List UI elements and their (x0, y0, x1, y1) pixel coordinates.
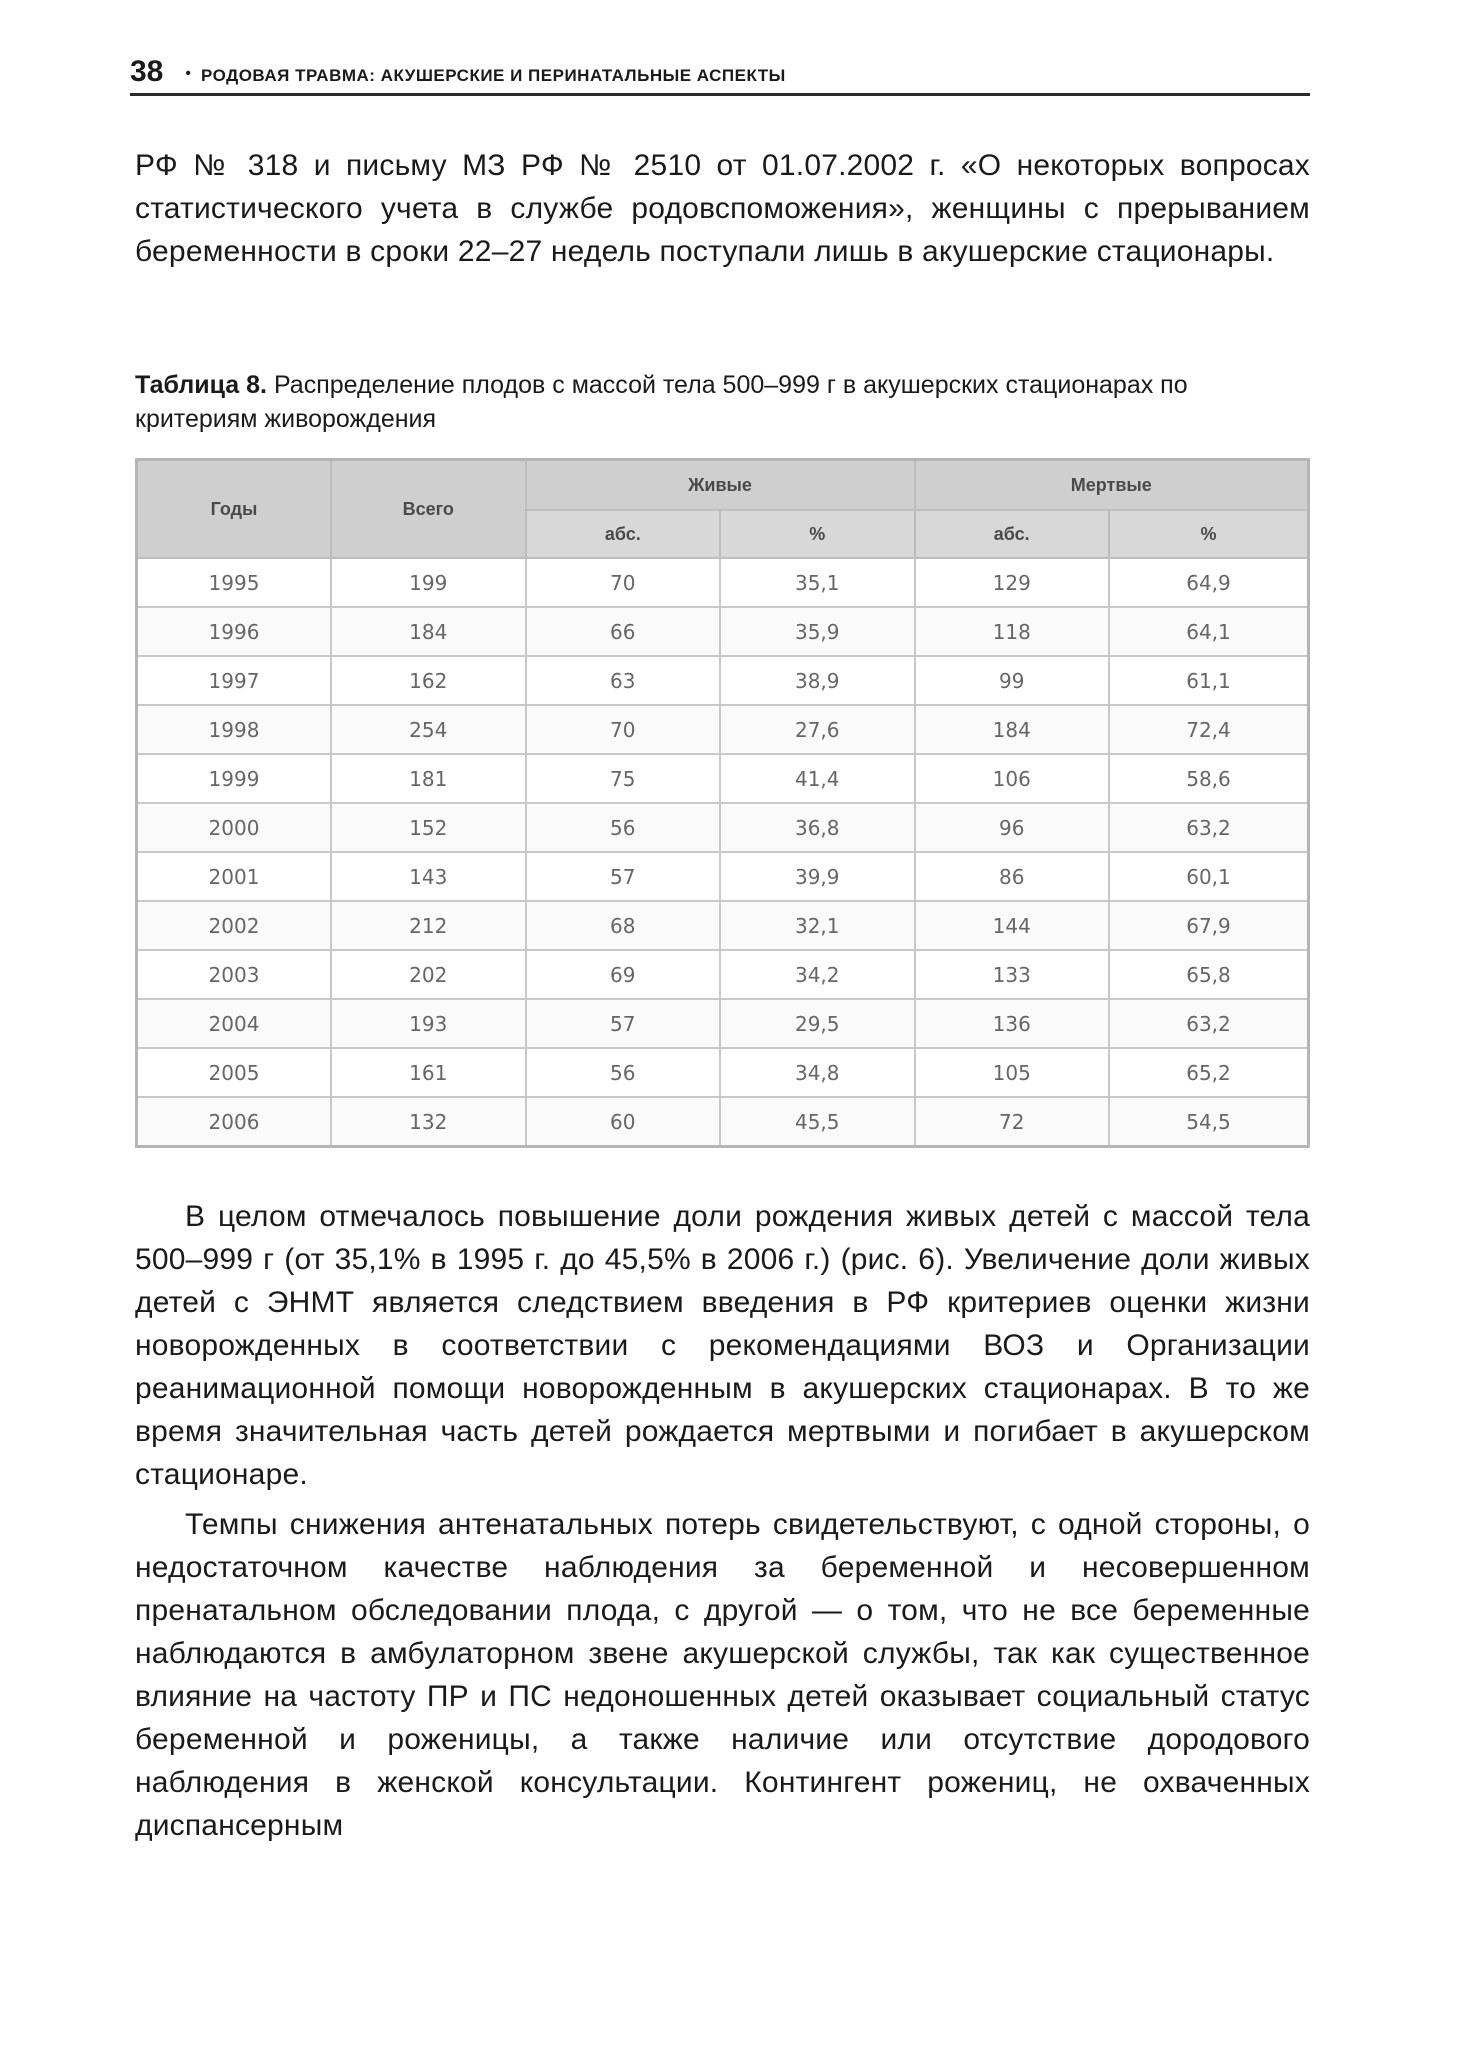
cell-dead-pct: 63,2 (1109, 803, 1309, 852)
cell-dead-pct: 65,2 (1109, 1048, 1309, 1097)
cell-alive-pct: 27,6 (720, 705, 915, 754)
cell-dead-abs: 144 (915, 901, 1109, 950)
cell-dead-abs: 136 (915, 999, 1109, 1048)
bullet-icon: • (185, 65, 191, 82)
cell-alive-pct: 29,5 (720, 999, 915, 1048)
cell-year: 2004 (137, 999, 332, 1048)
cell-total: 199 (331, 558, 526, 607)
cell-alive-abs: 68 (526, 901, 720, 950)
cell-year: 1996 (137, 607, 332, 656)
cell-year: 1997 (137, 656, 332, 705)
cell-alive-abs: 57 (526, 852, 720, 901)
cell-alive-abs: 63 (526, 656, 720, 705)
header-alive-pct: % (720, 510, 915, 558)
cell-alive-pct: 34,8 (720, 1048, 915, 1097)
cell-total: 132 (331, 1097, 526, 1147)
cell-dead-abs: 118 (915, 607, 1109, 656)
table-row (137, 1097, 1309, 1147)
cell-total: 161 (331, 1048, 526, 1097)
cell-alive-abs: 57 (526, 999, 720, 1048)
table-caption-label: Таблица 8. (135, 371, 267, 399)
table-row (137, 607, 1309, 656)
cell-total: 254 (331, 705, 526, 754)
cell-year: 1998 (137, 705, 332, 754)
table-row (137, 999, 1309, 1048)
cell-alive-abs: 75 (526, 754, 720, 803)
cell-total: 143 (331, 852, 526, 901)
table-caption-text: Распределение плодов с массой тела 500–999 г в акушерских стационарах по критериям живорождения (135, 371, 1188, 433)
cell-dead-pct: 65,8 (1109, 950, 1309, 999)
cell-alive-abs: 70 (526, 705, 720, 754)
header-total: Всего (331, 460, 526, 559)
body-paragraph-2: В целом отмечалось повышение доли рождения живых детей с массой тела 500–999 г (от 35,1% в 1995 г. до 45,5% в 2006 г.) (рис. 6). Увеличение доли живых детей с ЭНМТ является следствием введения в РФ критериев оценки жизни новорожденных в соответствии с рекомендациями ВОЗ и Организации реанимационной помощи новорожденным в акушерских стационарах. В то же время значительная часть детей рождается мертвыми и погибает в акушерском стационаре. (135, 1200, 1310, 1491)
cell-year: 2006 (137, 1097, 332, 1147)
cell-total: 181 (331, 754, 526, 803)
cell-dead-pct: 64,1 (1109, 607, 1309, 656)
table-row (137, 558, 1309, 607)
cell-year: 1999 (137, 754, 332, 803)
header-alive: Живые (526, 460, 915, 511)
cell-year: 2001 (137, 852, 332, 901)
cell-dead-abs: 86 (915, 852, 1109, 901)
cell-total: 184 (331, 607, 526, 656)
cell-alive-abs: 70 (526, 558, 720, 607)
cell-alive-abs: 60 (526, 1097, 720, 1147)
table-row (137, 705, 1309, 754)
table-row (137, 901, 1309, 950)
cell-dead-abs: 129 (915, 558, 1109, 607)
cell-alive-abs: 66 (526, 607, 720, 656)
header-year: Годы (137, 460, 332, 559)
cell-dead-abs: 106 (915, 754, 1109, 803)
cell-dead-pct: 63,2 (1109, 999, 1309, 1048)
cell-total: 193 (331, 999, 526, 1048)
table-row (137, 754, 1309, 803)
cell-alive-abs: 69 (526, 950, 720, 999)
cell-year: 2000 (137, 803, 332, 852)
body-paragraph-3: Темпы снижения антенатальных потерь свидетельствуют, с одной стороны, о недостаточном качестве наблюдения за беременной и несовершенном пренатальном обследовании плода, с другой — о том, что не все беременные наблюдаются в амбулаторном звене акушерской службы, так как существенное влияние на частоту ПР и ПС недоношенных детей оказывает социальный статус беременной и роженицы, а также наличие или отсутствие дородового наблюдения в женской консультации. Контингент рожениц, не охваченных диспансерным (135, 1508, 1310, 1842)
cell-alive-pct: 32,1 (720, 901, 915, 950)
table-row (137, 656, 1309, 705)
cell-year: 2005 (137, 1048, 332, 1097)
intro-paragraph: РФ № 318 и письму МЗ РФ № 2510 от 01.07.2002 г. «О некоторых вопросах статистического учета в службе родовспоможения», женщины с прерыванием беременности в сроки 22–27 недель поступали лишь в акушерские стационары. (135, 149, 1310, 268)
cell-alive-abs: 56 (526, 1048, 720, 1097)
cell-year: 1995 (137, 558, 332, 607)
cell-alive-abs: 56 (526, 803, 720, 852)
cell-total: 162 (331, 656, 526, 705)
cell-total: 152 (331, 803, 526, 852)
cell-year: 2003 (137, 950, 332, 999)
table-row (137, 1048, 1309, 1097)
running-title: РОДОВАЯ ТРАВМА: АКУШЕРСКИЕ И ПЕРИНАТАЛЬНЫЕ АСПЕКТЫ (200, 66, 786, 85)
cell-total: 202 (331, 950, 526, 999)
table-row (137, 852, 1309, 901)
header-dead: Мертвые (915, 460, 1309, 511)
cell-alive-pct: 35,1 (720, 558, 915, 607)
cell-alive-pct: 45,5 (720, 1097, 915, 1147)
page-header (130, 56, 1310, 96)
cell-alive-pct: 36,8 (720, 803, 915, 852)
header-dead-abs: абс. (915, 510, 1109, 558)
header-alive-abs: абс. (526, 510, 720, 558)
cell-dead-pct: 58,6 (1109, 754, 1309, 803)
cell-alive-pct: 38,9 (720, 656, 915, 705)
header-dead-pct: % (1109, 510, 1309, 558)
table-row (137, 950, 1309, 999)
cell-total: 212 (331, 901, 526, 950)
cell-dead-pct: 64,9 (1109, 558, 1309, 607)
data-table (135, 458, 1310, 1148)
cell-alive-pct: 41,4 (720, 754, 915, 803)
page-number: 38 (130, 55, 164, 88)
table-row (137, 803, 1309, 852)
cell-dead-abs: 133 (915, 950, 1109, 999)
cell-alive-pct: 34,2 (720, 950, 915, 999)
cell-dead-abs: 184 (915, 705, 1109, 754)
cell-dead-abs: 105 (915, 1048, 1109, 1097)
table-caption (135, 368, 1310, 436)
cell-year: 2002 (137, 901, 332, 950)
cell-alive-pct: 35,9 (720, 607, 915, 656)
cell-dead-abs: 72 (915, 1097, 1109, 1147)
cell-dead-pct: 61,1 (1109, 656, 1309, 705)
cell-dead-pct: 67,9 (1109, 901, 1309, 950)
cell-dead-abs: 99 (915, 656, 1109, 705)
cell-dead-pct: 72,4 (1109, 705, 1309, 754)
cell-dead-pct: 60,1 (1109, 852, 1309, 901)
cell-alive-pct: 39,9 (720, 852, 915, 901)
cell-dead-pct: 54,5 (1109, 1097, 1309, 1147)
cell-dead-abs: 96 (915, 803, 1109, 852)
